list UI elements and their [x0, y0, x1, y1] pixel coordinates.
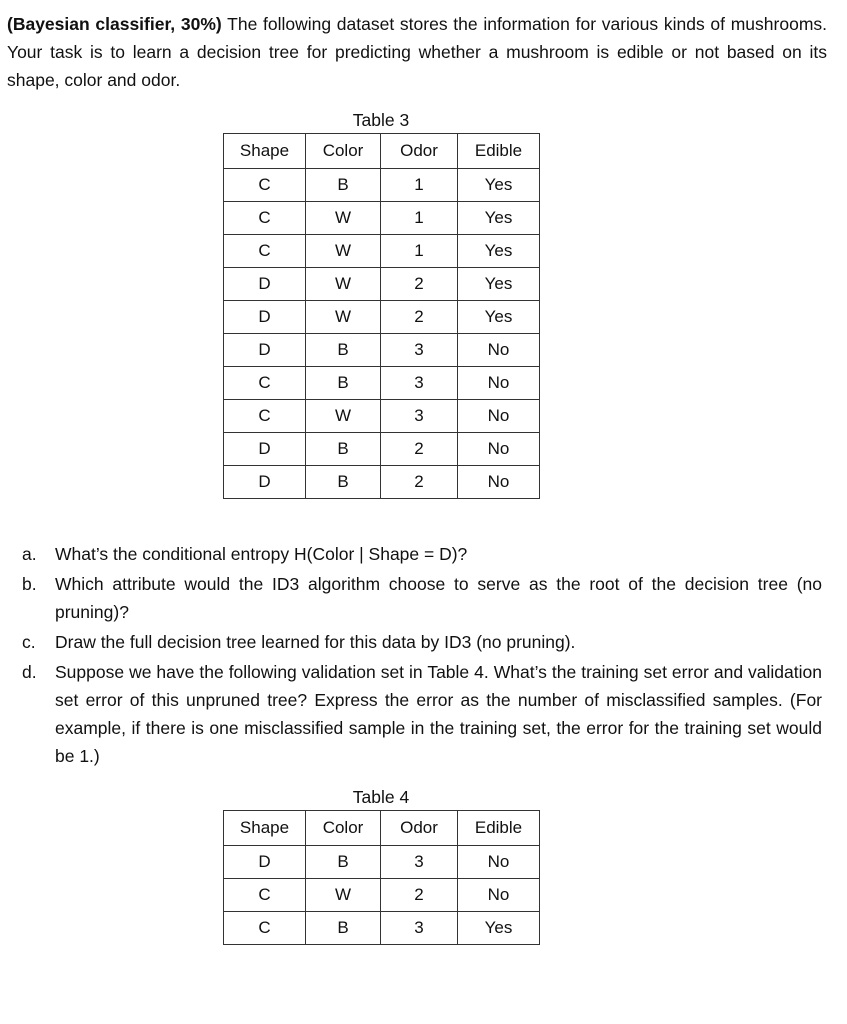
cell-odor: 3 [381, 912, 458, 945]
cell-odor: 2 [381, 879, 458, 912]
question-item [22, 628, 822, 656]
table-row [224, 235, 540, 268]
column-header-odor: Odor [381, 811, 458, 846]
question-marker: a. [22, 544, 37, 564]
cell-odor: 2 [381, 466, 458, 499]
cell-edible: No [458, 367, 540, 400]
cell-shape: D [224, 268, 306, 301]
column-header-edible: Edible [458, 134, 540, 169]
cell-shape: C [224, 912, 306, 945]
problem-title: (Bayesian classifier, 30%) [7, 14, 222, 34]
cell-odor: 1 [381, 202, 458, 235]
table-row [224, 301, 540, 334]
column-header-odor: Odor [381, 134, 458, 169]
table-3-grid [223, 133, 540, 499]
column-header-color: Color [306, 811, 381, 846]
question-text: Draw the full decision tree learned for this data by ID3 (no pruning). [55, 632, 576, 652]
question-list [22, 540, 822, 772]
cell-odor: 2 [381, 433, 458, 466]
cell-odor: 2 [381, 301, 458, 334]
question-marker: d. [22, 662, 37, 682]
cell-color: B [306, 846, 381, 879]
cell-edible: Yes [458, 268, 540, 301]
table-row [224, 846, 540, 879]
table-row [224, 268, 540, 301]
question-item [22, 570, 822, 626]
cell-odor: 3 [381, 400, 458, 433]
cell-edible: No [458, 400, 540, 433]
table-4-caption: Table 4 [352, 787, 410, 807]
cell-color: W [306, 235, 381, 268]
table-4 [223, 784, 539, 945]
table-row [224, 202, 540, 235]
question-marker: b. [22, 574, 37, 594]
cell-edible: Yes [458, 235, 540, 268]
table-row [224, 879, 540, 912]
column-header-edible: Edible [458, 811, 540, 846]
table-3-caption: Table 3 [352, 110, 410, 130]
table-4-header-row [224, 811, 540, 846]
cell-odor: 3 [381, 367, 458, 400]
question-text: Suppose we have the following validation set in Table 4. What’s the training set error and validation set error of this unpruned tree? Express the error as the number of misclassified samples. (For example, if there is one misclassified sample in the training set, the error for the training set would be 1.) [55, 662, 822, 766]
problem-description: The following dataset stores the information for various kinds of mushrooms. Your task is to learn a decision tree for predicting whether a mushroom is edible or not based on its shape, color and odor. [7, 14, 828, 90]
cell-color: B [306, 466, 381, 499]
cell-shape: D [224, 846, 306, 879]
table-row [224, 334, 540, 367]
table-row [224, 466, 540, 499]
cell-odor: 3 [381, 846, 458, 879]
table-row [224, 912, 540, 945]
column-header-shape: Shape [224, 134, 306, 169]
cell-color: W [306, 202, 381, 235]
question-item [22, 658, 822, 770]
cell-color: W [306, 400, 381, 433]
cell-shape: D [224, 301, 306, 334]
question-text: What’s the conditional entropy H(Color | Shape = D)? [55, 544, 468, 564]
table-row [224, 367, 540, 400]
cell-color: B [306, 169, 381, 202]
table-3 [223, 107, 539, 499]
cell-edible: Yes [458, 301, 540, 334]
table-row [224, 169, 540, 202]
cell-shape: D [224, 466, 306, 499]
column-header-shape: Shape [224, 811, 306, 846]
cell-shape: D [224, 334, 306, 367]
cell-color: B [306, 433, 381, 466]
cell-odor: 2 [381, 268, 458, 301]
table-3-header-row [224, 134, 540, 169]
question-item [22, 540, 822, 568]
column-header-color: Color [306, 134, 381, 169]
problem-intro [7, 10, 827, 94]
question-text: Which attribute would the ID3 algorithm choose to serve as the root of the decision tree (no pruning)? [55, 574, 822, 622]
cell-odor: 1 [381, 235, 458, 268]
cell-edible: Yes [458, 912, 540, 945]
cell-edible: No [458, 846, 540, 879]
table-4-grid [223, 810, 540, 945]
question-marker: c. [22, 632, 36, 652]
cell-odor: 3 [381, 334, 458, 367]
cell-edible: No [458, 879, 540, 912]
cell-color: B [306, 912, 381, 945]
table-row [224, 433, 540, 466]
cell-shape: C [224, 169, 306, 202]
cell-shape: C [224, 235, 306, 268]
cell-shape: D [224, 433, 306, 466]
cell-color: W [306, 879, 381, 912]
cell-shape: C [224, 202, 306, 235]
cell-shape: C [224, 367, 306, 400]
cell-edible: No [458, 334, 540, 367]
cell-edible: No [458, 433, 540, 466]
cell-color: B [306, 334, 381, 367]
cell-shape: C [224, 879, 306, 912]
cell-edible: Yes [458, 169, 540, 202]
cell-color: B [306, 367, 381, 400]
cell-shape: C [224, 400, 306, 433]
cell-edible: Yes [458, 202, 540, 235]
cell-odor: 1 [381, 169, 458, 202]
cell-color: W [306, 268, 381, 301]
table-row [224, 400, 540, 433]
cell-color: W [306, 301, 381, 334]
cell-edible: No [458, 466, 540, 499]
